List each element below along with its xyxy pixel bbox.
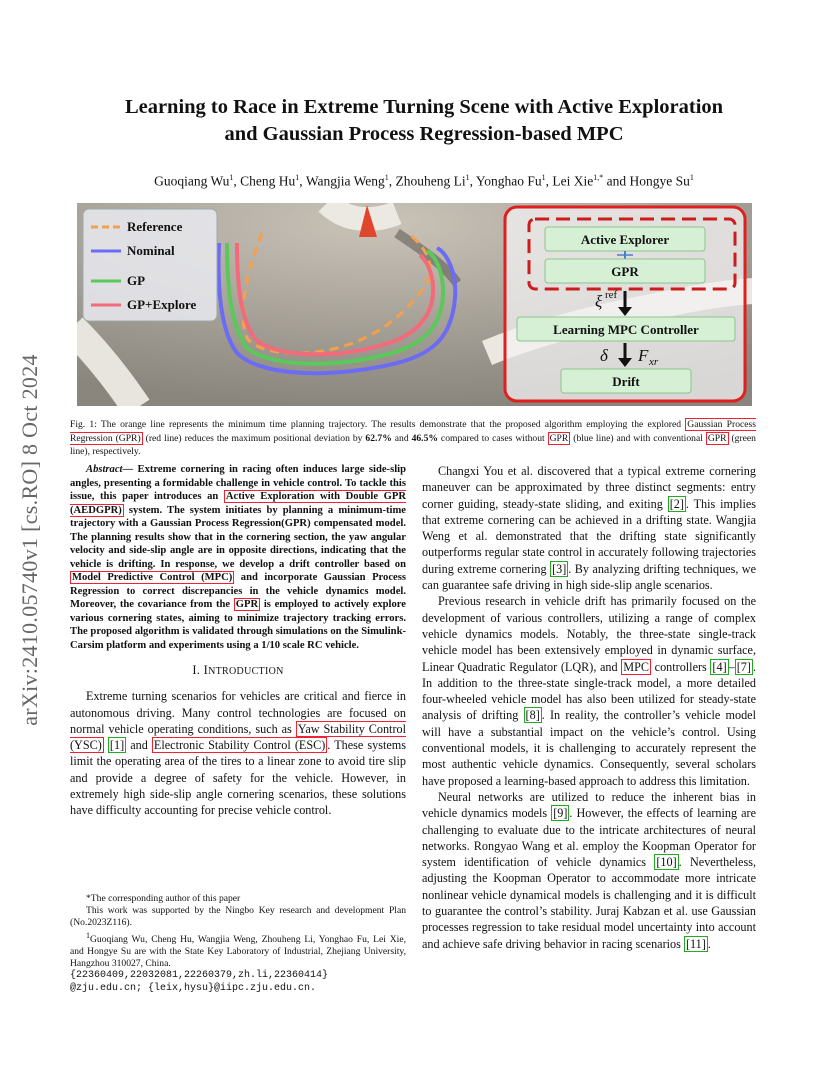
figure-1-graphic [77,203,752,406]
arxiv-id: arXiv:2410.05740v1 [cs.RO] 8 Oct 2024 [17,354,42,726]
ref-10[interactable]: [10] [656,855,677,870]
author-name: Yonghao Fu [475,173,542,189]
gpr-label: GPR [611,264,639,279]
author-joiner: and [603,173,630,189]
right-paragraph-3: Neural networks are utilized to reduce the inherent bias in vehicle dynamics models [9] . However, the effects of learning are challenging to evaluate due to the intricate architectures of neural networks. Rongyao Wang et al. employ the Koopman Operator for system identification of vehicle dynamics [10] . Nevertheless, adjusting the Koopman Operator to accommodate more intricate nonlinear vehicle dynamical models is challenging and it is difficult to guarantee the control’s stability. Juraj Kabzan et al. use Gaussian processes regression to take residual model uncertainty into account and achieve safe driving behavior in racing scenarios [11] . [422,789,756,951]
footnote-corresponding: *The corresponding author of this paper [86,893,241,904]
force-symbol: F [638,346,649,365]
author-name: Hongye Su [629,173,690,189]
author-name: Lei Xie [552,173,594,189]
title-line-2: and Gaussian Process Regression-based MPC [224,123,624,145]
link-aedgpr[interactable]: Active Exploration with Double GPR (AEDGPR) [70,491,406,516]
footnote-affiliation: $^1$Guoqiang Wu, Cheng Hu, Wangjia Weng, Zhouheng Li, Yonghao Fu, Lei Xie, and Hongye Su are with the State Key Laboratory of Industrial, Zhejiang University, Hangzhou 310027, China. [70,930,406,970]
active-explorer-label: Active Explorer [580,232,670,247]
ref-2[interactable]: [2] [669,496,684,511]
caption-link-gpr-2[interactable]: GPR [549,432,569,444]
controller-label: Learning MPC Controller [553,322,699,337]
ref-9[interactable]: [9] [553,806,568,821]
delta-symbol: δ [600,346,608,365]
legend-gp-explore: GP+Explore [127,297,197,312]
ref-11[interactable]: [11] [685,936,706,951]
footnotes [70,893,406,995]
ref-8[interactable]: [8] [525,708,540,723]
right-column [422,463,756,952]
right-paragraph-1: Changxi You et al. discovered that a typical extreme cornering maneuver can be approximated by three distinct segments: entry corner guiding, steady-state sliding, and exiting [2] . This implies that extreme cornering can be achieved in a drifting state. Wangjia Weng et al. demonstrated that the drifting state significantly outperforms regular state control in accurately following trajectories during extreme cornering [3] . By analyzing drifting techniques, we can guarantee safe driving in high side-slip angle scenarios. [422,464,757,593]
xi-symbol: ξ [595,292,603,311]
figure-caption: Fig. 1: The orange line represents the minimum time planning trajectory. The results demonstrate that the proposed algorithm employing the explored Gaussian Process Regression (GPR) (red line) reduces the maximum positional deviation by 62.7% and 46.5% compared to cases without GPR (blue line) and with conventional GPR (green line), respectively. [70,419,756,457]
footnote-emails-1: {22360409,22032081,22260379,zh.li,22360414} [70,970,329,982]
author-affiliation: 1 [465,173,470,182]
figure-1 [77,203,752,406]
ref-3[interactable]: [3] [552,561,567,576]
author-affiliation: 1,* [593,173,604,182]
author-list: Guoqiang Wu$^1$, Cheng Hu$^1$, Wangjia Weng$^1$, Zhouheng Li$^1$, Yonghao Fu$^1$, Lei Xie$^{1,*}$ and Hongye Su$^1$ [154,173,694,189]
author-affiliation: 1 [295,173,300,182]
author-affiliation: 1 [689,173,694,182]
right-paragraph-2: Previous research in vehicle drift has primarily focused on the development of various controllers, utilizing a range of complex vehicle dynamics models. Notably, the three-state single-track vehicle model has been extensively employed in dynamic surface, Linear Quadratic Regulator (LQR), and MPC controllers [4] – [7] . In addition to the three-state single-track model, a more detailed four-wheeled vehicle model has also been utilized for steady-state analysis of drifting [8] . In reality, the controller’s vehicle model will have a substantial impact on the vehicle’s control. Using conventional models, it is challenging to accurately represent the most authentic vehicle dynamics. Consequently, several scholars have proposed a learning-based approach to address this limitation. [422,594,756,788]
link-mpc[interactable]: Model Predictive Control (MPC) [72,572,233,583]
force-subscript: xr [649,356,659,368]
link-ysc[interactable]: Yaw Stability Control (YSC) [70,721,406,753]
ref-7[interactable]: [7] [736,659,751,674]
ref-4[interactable]: [4] [712,659,727,674]
link-esc[interactable]: Electronic Stability Control (ESC) [153,738,326,753]
author-name: Cheng Hu [240,173,296,189]
legend-gp: GP [127,273,146,288]
title-line-1: Learning to Race in Extreme Turning Scene with Active Exploration [124,96,724,118]
paper-title [70,94,778,148]
author-affiliation: 1 [229,173,234,182]
author-affiliation: 1 [541,173,546,182]
arxiv-sidebar [10,290,50,790]
author-affiliation: 1 [384,173,389,182]
author-name: Zhouheng Li [395,173,466,189]
drift-label: Drift [612,374,640,389]
link-mpc-2[interactable]: MPC [623,659,650,674]
section-heading-introduction: I. INTRODUCTION [192,663,284,677]
xi-superscript: ref [605,289,618,301]
legend-nominal: Nominal [127,243,175,258]
link-gpr[interactable]: GPR [235,599,259,610]
legend-reference: Reference [127,219,183,234]
caption-link-gpr-3[interactable]: GPR [707,432,727,444]
footnote-emails-2: @zju.edu.cn; {leix,hysu}@iipc.zju.edu.cn. [70,982,317,994]
footnote-funding: This work was supported by the Ningbo Key research and development Plan (No.2023Z116). [70,905,406,929]
left-column [70,463,406,819]
author-name: Guoqiang Wu [154,173,230,189]
abstract: Abstract— Extreme cornering in racing often induces large side-slip angles, presenting a formidable challenge in vehicle control. To tackle this issue, this paper introduces an Active Exploration with Double GPR (AEDGPR) system. The system initiates by planning a minimum-time trajectory with a Gaussian Process Regression(GPR) compensated model. The planning results show that in the cornering section, the yaw angular velocity and side-slip angle are in opposite directions, indicating that the vehicle is drifting. In response, we develop a drift controller based on Model Predictive Control (MPC) and incorporate Gaussian Process Regression to correct discrepancies in the vehicle dynamics model. Moreover, the covariance from the GPR is employed to actively explore various cornering states, aiming to minimize trajectory tracking errors. The proposed algorithm is validated through simulations on the Simulink-Carsim platform and experiments using a 1/10 scale RC vehicle. [70,464,407,651]
intro-paragraph: Extreme turning scenarios for vehicles are critical and fierce in autonomous driving. Many control technologies are focused on normal vehicle operating conditions, such as Yaw Stability Control (YSC) [1] and Electronic Stability Control (ESC) . These systems limit the operating area of the tires to a linear zone to avoid tire slip and provide a degree of safety for the vehicle. However, in extremely high side-slip angle cornering scenarios, these solutions have difficulty accounting for precise vehicle control. [70,689,407,818]
author-name: Wangjia Weng [305,173,385,189]
ref-1[interactable]: [1] [109,738,125,753]
caption-link-gpr[interactable]: Gaussian Process Regression (GPR) [70,419,756,444]
